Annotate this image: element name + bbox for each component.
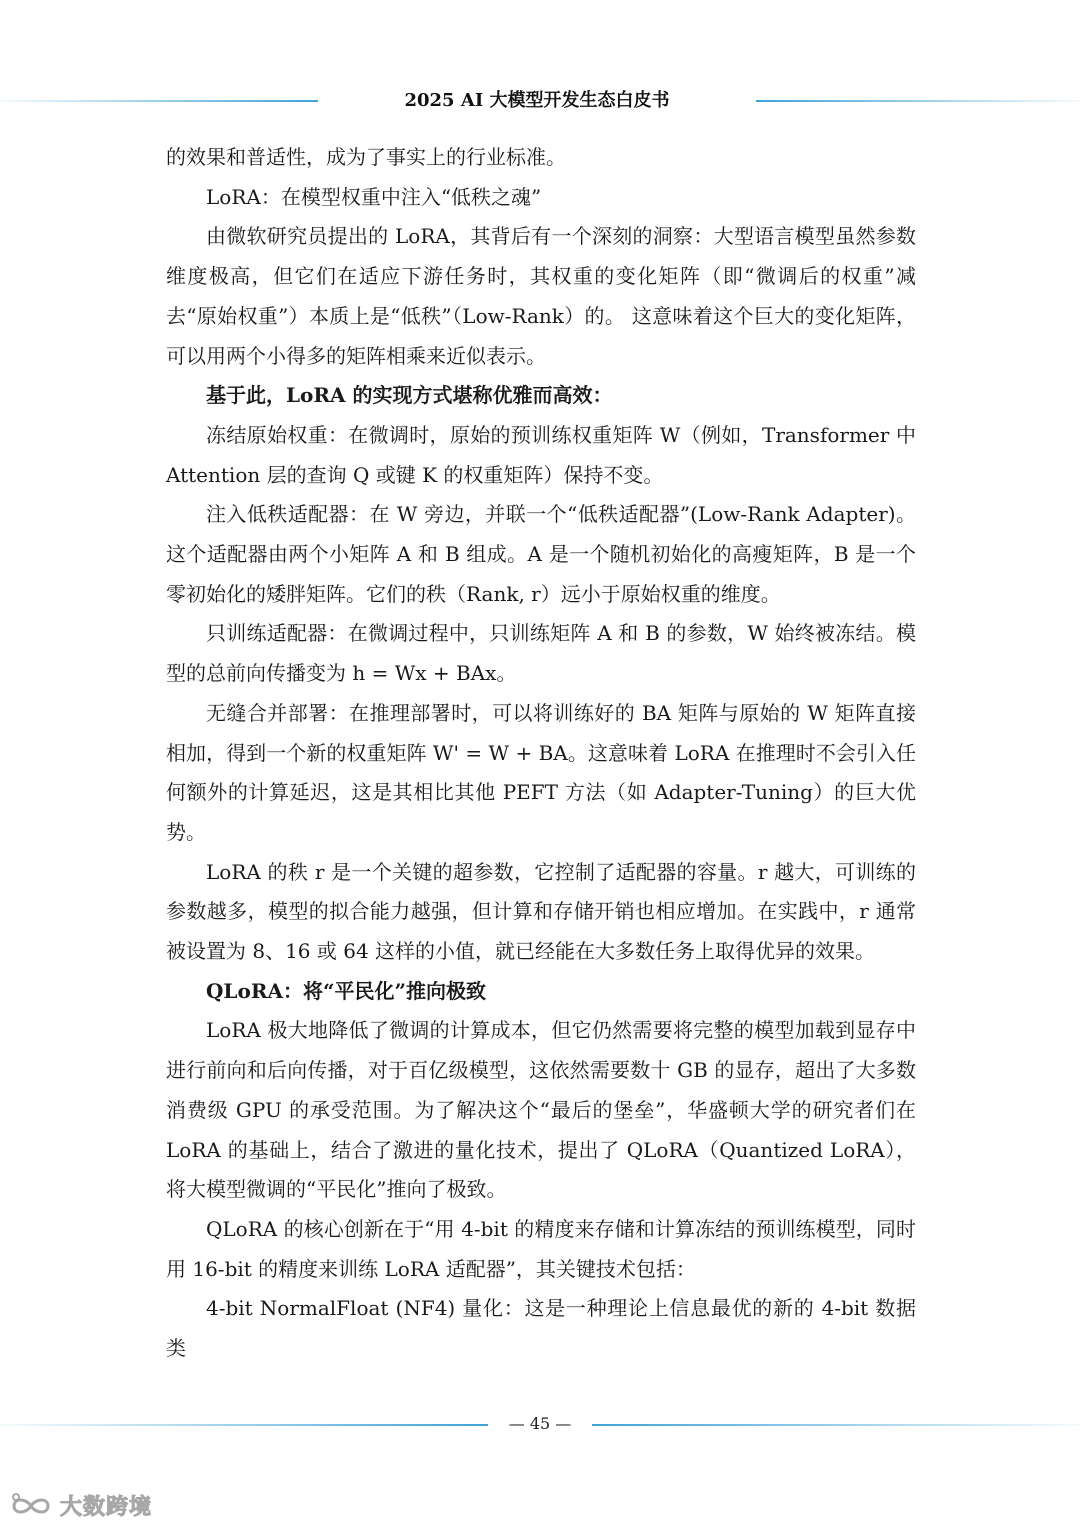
watermark	[8, 1490, 152, 1521]
paragraph: LoRA 的秩 r 是一个关键的超参数，它控制了适配器的容量。r 越大，可训练的参数越多，模型的拟合能力越强，但计算和存储开销也相应增加。在实践中，r 通常被设置为 8、16 或 64 这样的小值，就已经能在大多数任务上取得优异的效果。	[166, 859, 916, 964]
list-item-freeze: 冻结原始权重：在微调时，原始的预训练权重矩阵 W（例如，Transformer 中 Attention 层的查询 Q 或键 K 的权重矩阵）保持不变。	[166, 422, 916, 487]
bold-heading: 基于此，LoRA 的实现方式堪称优雅而高效：	[206, 383, 613, 408]
list-item-merge: 无缝合并部署：在推理部署时，可以将训练好的 BA 矩阵与原始的 W 矩阵直接相加，得到一个新的权重矩阵 W' = W + BA。这意味着 LoRA 在推理时不会引入任何额外的计算延迟，这是其相比其他 PEFT 方法（如 Adapter-Tuning）的巨大优势。	[166, 700, 916, 844]
paragraph: 由微软研究员提出的 LoRA，其背后有一个深刻的洞察：大型语言模型虽然参数维度极高，但它们在适应下游任务时，其权重的变化矩阵（即“微调后的权重”减去“原始权重”）本质上是“低秩”（Low-Rank）的。 这意味着这个巨大的变化矩阵，可以用两个小得多的矩阵相乘来近似表示。	[166, 224, 916, 368]
watermark-text: 大数跨境	[60, 1495, 153, 1520]
document-body	[166, 138, 916, 1369]
footer-divider-left	[0, 1424, 488, 1426]
paragraph: 的效果和普适性，成为了事实上的行业标准。	[166, 145, 566, 169]
subheading-lora: LoRA：在模型权重中注入“低秩之魂”	[206, 184, 542, 209]
paragraph: 4-bit NormalFloat (NF4) 量化：这是一种理论上信息最优的新的 4-bit 数据类	[166, 1296, 916, 1361]
header-divider-right	[756, 100, 1080, 102]
list-item-inject: 注入低秩适配器：在 W 旁边，并联一个“低秩适配器”(Low-Rank Adapter)。这个适配器由两个小矩阵 A 和 B 组成。A 是一个随机初始化的高瘦矩阵，B 是一个零初始化的矮胖矩阵。它们的秩（Rank, r）远小于原始权重的维度。	[166, 502, 916, 606]
list-item-train: 只训练适配器：在微调过程中，只训练矩阵 A 和 B 的参数，W 始终被冻结。模型的总前向传播变为 h = Wx + BAx。	[166, 621, 916, 686]
infinity-logo-icon	[8, 1492, 54, 1520]
paragraph: LoRA 极大地降低了微调的计算成本，但它仍然需要将完整的模型加载到显存中进行前向和后向传播，对于百亿级模型，这依然需要数十 GB 的显存，超出了大多数消费级 GPU 的承受范围。为了解决这个“最后的堡垒”，华盛顿大学的研究者们在 LoRA 的基础上，结合了激进的量化技术，提出了 QLoRA（Quantized LoRA），将大模型微调的“平民化”推向了极致。	[166, 1018, 916, 1202]
page-number: — 45 —	[508, 1414, 572, 1433]
page-header-title: 2025 AI 大模型开发生态白皮书	[404, 90, 670, 111]
footer-divider-right	[592, 1424, 1080, 1426]
paragraph: QLoRA 的核心创新在于“用 4-bit 的精度来存储和计算冻结的预训练模型，同时用 16-bit 的精度来训练 LoRA 适配器”，其关键技术包括：	[166, 1216, 916, 1281]
header-divider-left	[0, 100, 318, 102]
section-heading-qlora: QLoRA：将“平民化”推向极致	[206, 978, 486, 1003]
